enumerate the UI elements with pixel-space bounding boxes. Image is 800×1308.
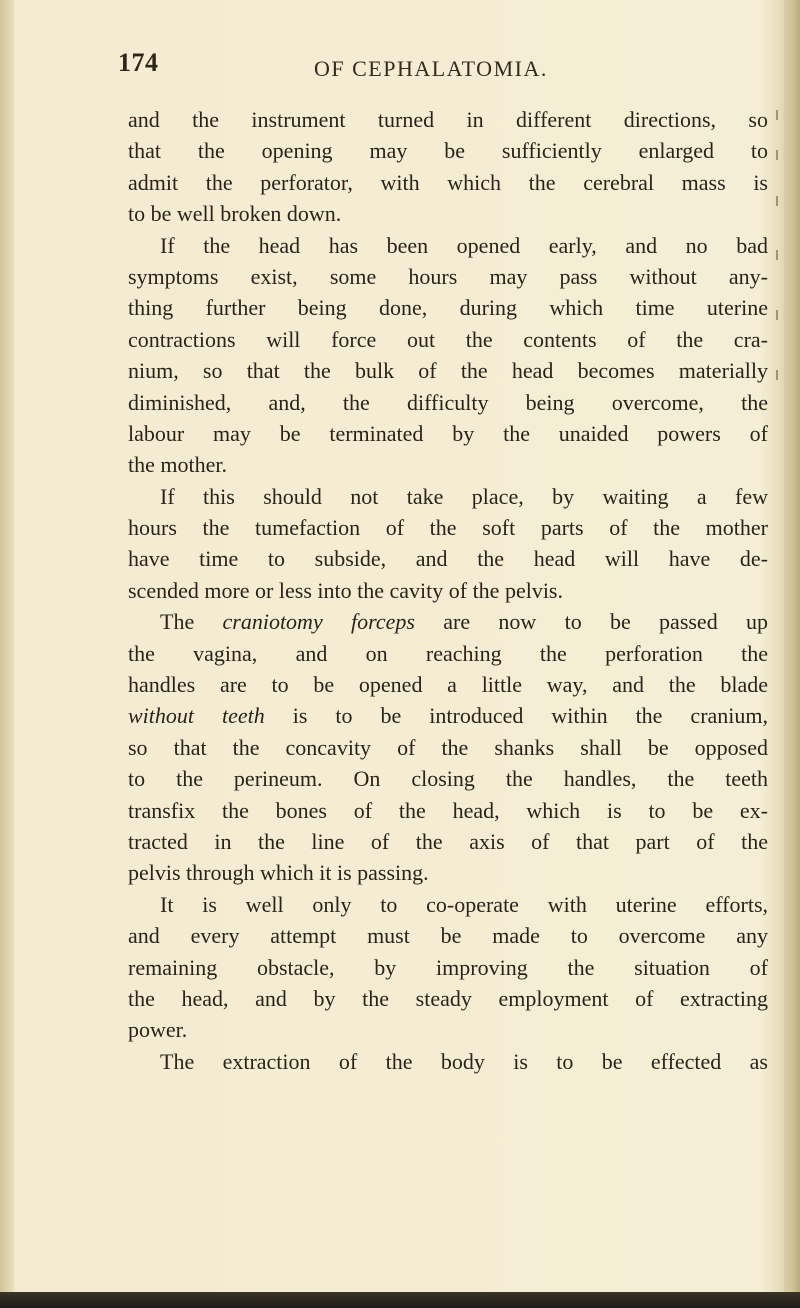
text-line: If the head has been opened early, and no bad <box>160 232 768 258</box>
text-run: is to be introduced within the cranium, <box>264 703 769 729</box>
text-line: and every attempt must be made to overcome any <box>128 923 768 949</box>
text-line <box>128 606 768 637</box>
text-line: remaining obstacle, by improving the situation of <box>128 954 768 980</box>
running-head: OF CEPHALATOMIA. <box>314 56 548 81</box>
page-right-edge <box>784 0 800 1308</box>
margin-mark <box>776 250 778 260</box>
paragraph <box>128 606 768 889</box>
margin-mark <box>776 110 778 120</box>
text-line: to the perineum. On closing the handles, the teeth <box>128 766 768 792</box>
text-line: the vagina, and on reaching the perforation the <box>128 640 768 666</box>
text-line <box>128 700 768 731</box>
italic-term: without teeth <box>128 703 265 729</box>
text-line: that the opening may be sufficiently enlarged to <box>128 138 768 164</box>
text-line: thing further being done, during which time uterine <box>128 295 768 321</box>
body-text <box>128 104 768 1077</box>
text-line: handles are to be opened a little way, and the blade <box>128 672 768 698</box>
text-line: contractions will force out the contents of the cra- <box>128 326 768 352</box>
text-line: If this should not take place, by waiting a few <box>160 483 768 509</box>
text-line: hours the tumefaction of the soft parts of the mother <box>128 515 768 541</box>
page-header <box>118 48 778 88</box>
text-line: so that the concavity of the shanks shall be opposed <box>128 734 768 760</box>
text-run: are now to be passed up <box>414 609 768 635</box>
text-run: The <box>160 609 223 635</box>
page-left-edge <box>0 0 14 1308</box>
text-line: pelvis through which it is passing. <box>128 860 429 886</box>
margin-mark <box>776 310 778 320</box>
paragraph <box>128 230 768 481</box>
page-number: 174 <box>118 48 159 77</box>
text-line: admit the perforator, with which the cerebral mass is <box>128 169 768 195</box>
italic-term: craniotomy forceps <box>222 609 415 635</box>
text-line: power. <box>128 1017 188 1043</box>
paragraph <box>128 104 768 230</box>
text-line: tracted in the line of the axis of that part of the <box>128 828 768 854</box>
text-line: scended more or less into the cavity of the pelvis. <box>128 577 563 603</box>
page-bottom-edge <box>0 1292 800 1308</box>
text-line: It is well only to co-operate with uterine efforts, <box>160 891 768 917</box>
text-line: symptoms exist, some hours may pass without any- <box>128 263 768 289</box>
text-line: the mother. <box>128 452 227 478</box>
text-line: to be well broken down. <box>128 201 342 227</box>
margin-marks <box>772 110 784 410</box>
text-line: have time to subside, and the head will have de- <box>128 546 768 572</box>
text-line: labour may be terminated by the unaided powers of <box>128 420 768 446</box>
margin-mark <box>776 196 778 206</box>
margin-mark <box>776 370 778 380</box>
text-line: diminished, and, the difficulty being overcome, the <box>128 389 768 415</box>
margin-mark <box>776 150 778 160</box>
text-line: nium, so that the bulk of the head becomes materially <box>128 358 768 384</box>
paragraph <box>128 481 768 607</box>
paragraph <box>128 1046 768 1077</box>
paragraph <box>128 889 768 1046</box>
text-line: and the instrument turned in different directions, so <box>128 107 768 132</box>
text-line: the head, and by the steady employment of extracting <box>128 985 768 1011</box>
text-line: The extraction of the body is to be effected as <box>160 1048 768 1074</box>
text-line: transfix the bones of the head, which is to be ex- <box>128 797 768 823</box>
